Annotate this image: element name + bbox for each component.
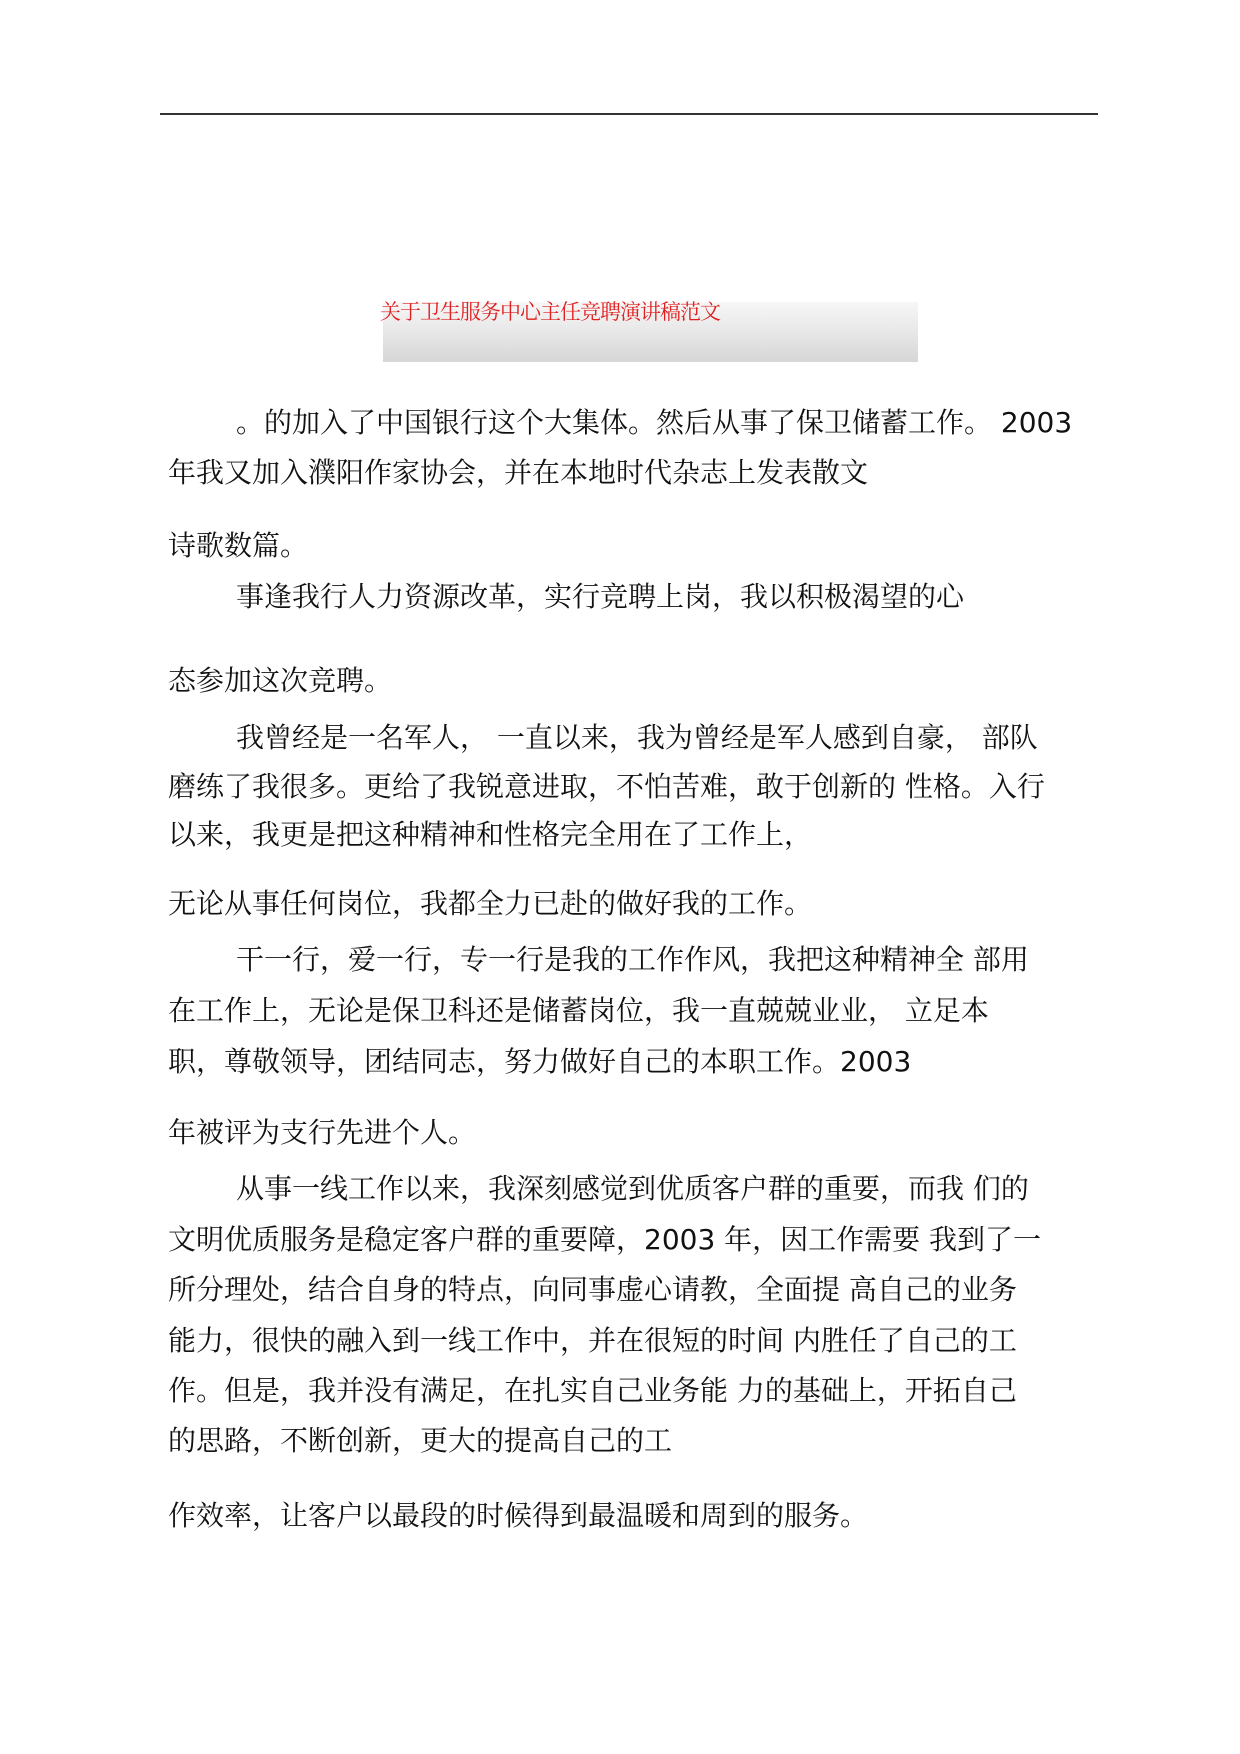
body-line: 态参加这次竞聘。: [168, 664, 393, 697]
body-line: 职，尊敬领导，团结同志，努力做好自己的本职工作。2003: [168, 1045, 912, 1078]
body-line: 作。但是，我并没有满足，在扎实自己业务能 力的基础上，开拓自己: [168, 1374, 1017, 1407]
body-line: 文明优质服务是稳定客户群的重要障，2003 年，因工作需要 我到了一: [168, 1223, 1042, 1256]
body-line: 所分理处，结合自身的特点，向同事虚心请教，全面提 高自己的业务: [168, 1273, 1017, 1306]
body-line: 无论从事任何岗位，我都全力已赴的做好我的工作。: [168, 887, 813, 920]
body-line: 能力，很快的融入到一线工作中，并在很短的时间 内胜任了自己的工: [168, 1324, 1017, 1357]
body-line: 的思路，不断创新，更大的提高自己的工: [168, 1424, 673, 1457]
body-line: 年我又加入濮阳作家协会，并在本地时代杂志上发表散文: [168, 456, 869, 489]
body-line: 以来，我更是把这种精神和性格完全用在了工作上，: [168, 818, 813, 851]
header-rule: [160, 113, 1098, 115]
body-line: 从事一线工作以来，我深刻感觉到优质客户群的重要，而我 们的: [236, 1172, 1029, 1205]
body-line: 在工作上，无论是保卫科还是储蓄岗位，我一直兢兢业业， 立足本: [168, 994, 989, 1027]
body-line: 年被评为支行先进个人。: [168, 1116, 477, 1149]
body-line: 干一行，爱一行，专一行是我的工作作风，我把这种精神全 部用: [236, 943, 1029, 976]
body-line: 事逢我行人力资源改革，实行竞聘上岗，我以积极渴望的心: [236, 580, 965, 613]
body-line: 。的加入了中国银行这个大集体。然后从事了保卫储蓄工作。 2003: [236, 406, 1073, 439]
body-line: 磨练了我很多。更给了我锐意进取，不怕苦难，敢于创新的 性格。入行: [168, 770, 1045, 803]
body-line: 我曾经是一名军人， 一直以来，我为曾经是军人感到自豪， 部队: [236, 721, 1038, 754]
body-line: 诗歌数篇。: [168, 529, 309, 562]
document-title: 关于卫生服务中心主任竞聘演讲稿范文: [380, 300, 720, 324]
body-line: 作效率，让客户以最段的时候得到最温暖和周到的服务。: [168, 1499, 869, 1532]
